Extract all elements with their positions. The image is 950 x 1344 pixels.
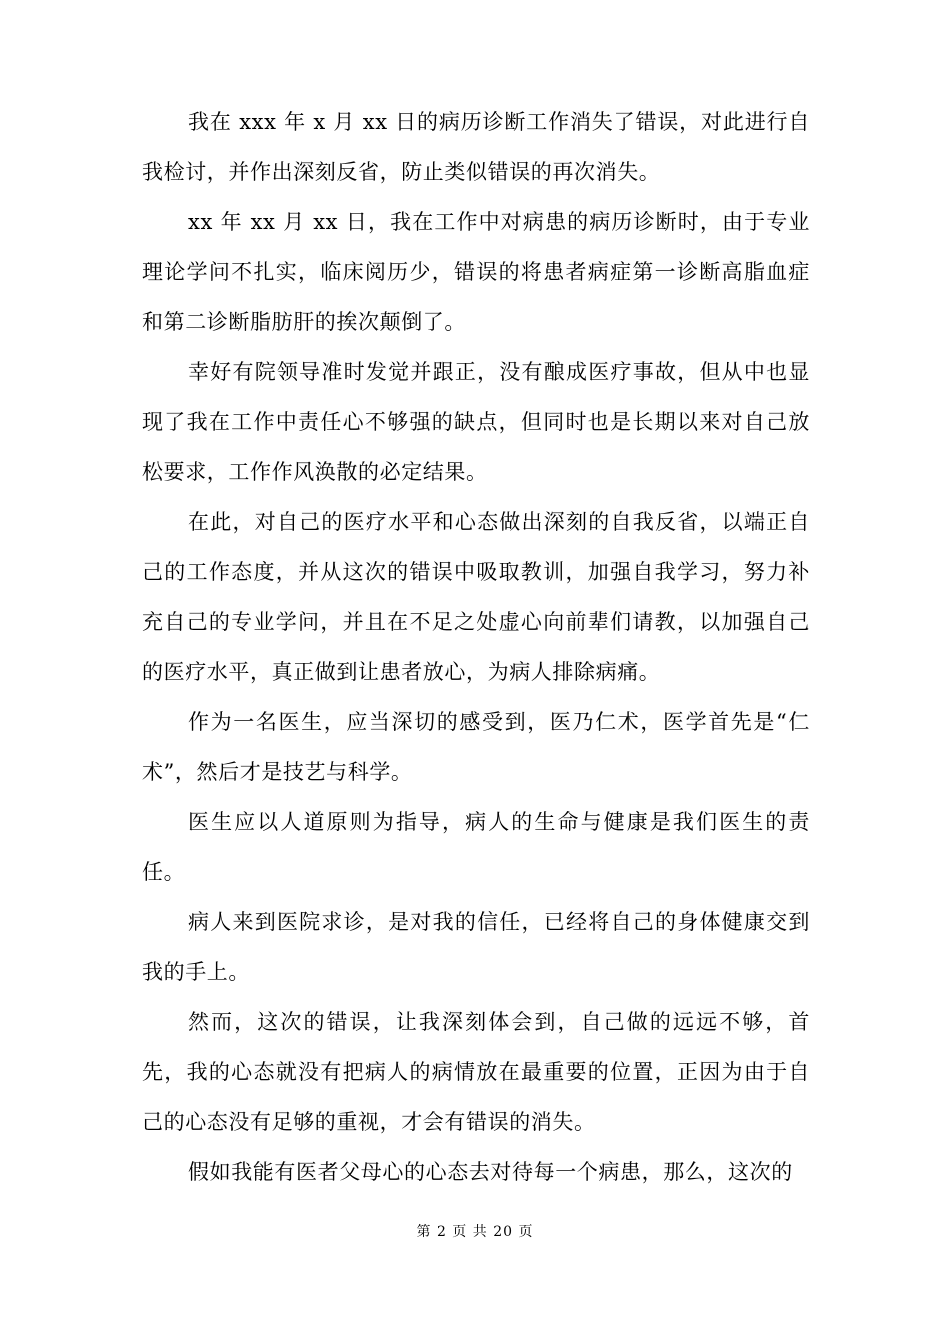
paragraph-7: 病人来到医院求诊，是对我的信任，已经将自己的身体健康交到我的手上。 [142, 910, 810, 984]
paragraph-4: 在此，对自己的医疗水平和心态做出深刻的自我反省，以端正自己的工作态度，并从这次的错误中吸取教训，加强自我学习，努力补充自己的专业学问，并且在不足之处虚心向前辈们请教，以加强自己的医疗水平，真正做到让患者放心，为病人排除病痛。 [142, 510, 810, 684]
paragraph-6: 医生应以人道原则为指导，病人的生命与健康是我们医生的责任。 [142, 810, 810, 884]
paragraph-8: 然而，这次的错误，让我深刻体会到，自己做的远远不够，首先，我的心态就没有把病人的病情放在最重要的位置，正因为由于自己的心态没有足够的重视，才会有错误的消失。 [142, 1010, 810, 1134]
paragraph-3: 幸好有院领导准时发觉并跟正，没有酿成医疗事故，但从中也显现了我在工作中责任心不够强的缺点，但同时也是长期以来对自己放松要求，工作作风涣散的必定结果。 [142, 360, 810, 484]
paragraph-9: 假如我能有医者父母心的心态去对待每一个病患，那么，这次的 [188, 1160, 793, 1184]
document-body [142, 97, 810, 1197]
paragraph-2: xx 年 xx 月 xx 日，我在工作中对病患的病历诊断时，由于专业理论学问不扎实，临床阅历少，错误的将患者病症第一诊断高脂血症和第二诊断脂肪肝的挨次颠倒了。 [142, 210, 810, 334]
paragraph-1: 我在 xxx 年 x 月 xx 日的病历诊断工作消失了错误，对此进行自我检讨，并作出深刻反省，防止类似错误的再次消失。 [142, 110, 810, 184]
page-footer: 第 2 页 共 20 页 [416, 1224, 534, 1240]
paragraph-5: 作为一名医生，应当深切的感受到，医乃仁术，医学首先是“仁术”，然后才是技艺与科学。 [142, 710, 810, 784]
